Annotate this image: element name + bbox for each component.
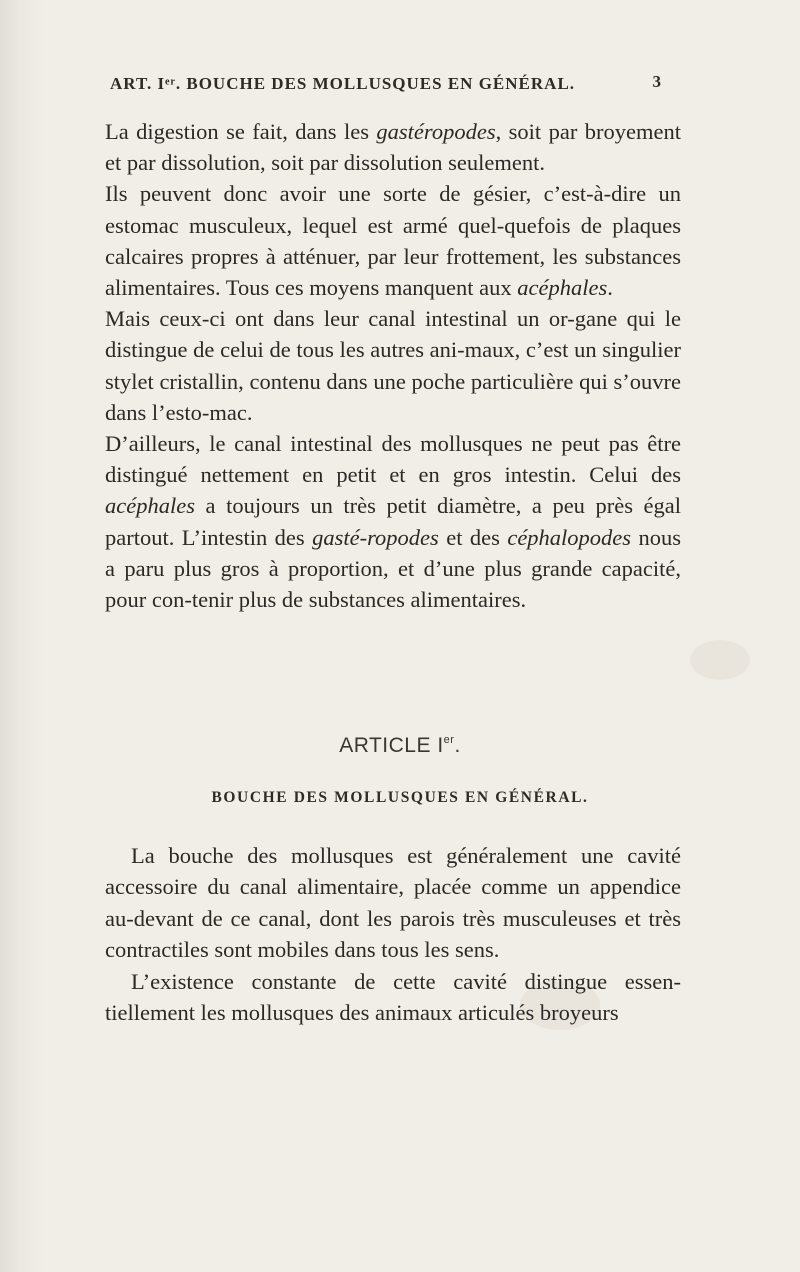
italic-term: gastéropodes [376, 119, 496, 144]
paragraph [105, 428, 681, 615]
paragraph: Mais ceux-ci ont dans leur canal intestinal un or-gane qui le distingue de celui de tous les autres ani-maux, c’est un singulier stylet cristallin, contenu dans une poche particulière qui s’ouvre dans l’esto-mac. [105, 306, 681, 425]
paragraph [105, 116, 681, 178]
paragraph [105, 178, 681, 303]
italic-term: acéphales [517, 275, 608, 301]
article-heading-end: . [454, 734, 461, 757]
text-run: Ils peuvent donc avoir une sorte de gésier, c’est-à-dire un estomac musculeux, lequel est armé quel-quefois de plaques calcaires propres à atténuer, par leur frottement, les substances alimentaires. Tous ces moyens manquent aux [105, 181, 681, 301]
italic-term: céphalopodes [507, 524, 632, 550]
body-text-lower [105, 840, 681, 1028]
italic-term: gasté-ropodes [312, 524, 439, 550]
text-run: a toujours un très petit diamètre, a peu près égal partout. L’intestin des [105, 493, 681, 550]
italic-term: acéphales [105, 493, 195, 519]
page-number: 3 [652, 72, 662, 91]
body-text-upper [105, 116, 681, 615]
article-heading-text: ARTICLE I [339, 734, 444, 757]
article-heading [0, 734, 800, 758]
paper-stain [690, 640, 750, 680]
text-run: D’ailleurs, le canal intestinal des mollusques ne peut pas être distingué nettement en petit et en gros intestin. Celui des [105, 431, 681, 488]
article-heading-sup: er [443, 734, 455, 746]
paragraph [105, 840, 681, 966]
running-head-title: ART. Iᵉʳ. BOUCHE DES MOLLUSQUES EN GÉNÉRAL. [110, 74, 576, 93]
text-run: L’existence constante de cette cavité distingue essen-tiellement les mollusques des animaux articulés broyeurs [105, 968, 681, 1026]
text-run: nous a paru plus gros à proportion, et d’une plus grande capacité, pour con-tenir plus de substances alimentaires. [105, 524, 681, 613]
section-heading: BOUCHE DES MOLLUSQUES EN GÉNÉRAL. [211, 789, 589, 806]
text-run: . [607, 275, 613, 301]
text-run: La bouche des mollusques est généralement une cavité accessoire du canal alimentaire, placée comme un appendice au-devant de ce canal, dont les parois très musculeuses et très contractiles sont mobiles dans tous les sens. [105, 843, 681, 963]
text-run: La digestion se fait, dans les [105, 119, 377, 144]
paragraph [105, 966, 681, 1029]
text-run: et des [438, 524, 508, 550]
text-run: , soit par broyement et par dissolution, soit par dissolution seulement. [105, 119, 681, 176]
running-head [110, 62, 662, 92]
